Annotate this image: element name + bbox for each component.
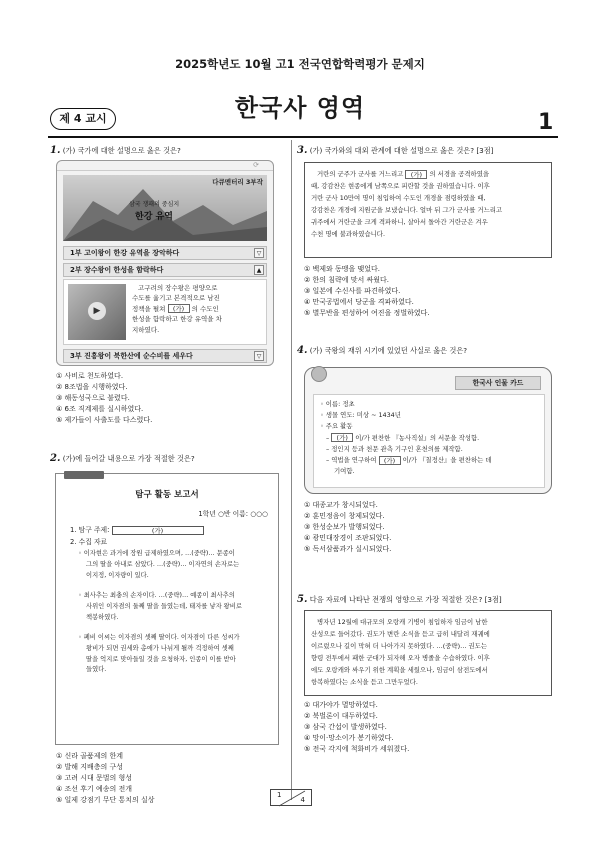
choice-1[interactable]: ① 대가야가 멸망하였다. bbox=[304, 701, 378, 709]
question-3-choices bbox=[304, 264, 559, 319]
question-4-text: (가) 국왕의 재위 시기에 있었던 사실로 옳은 것은? bbox=[309, 346, 468, 355]
refresh-icon: ⟳ bbox=[253, 161, 259, 169]
card-title: 한국사 인물 카드 bbox=[455, 376, 541, 390]
q3-line: 수천 명에 불과하였습니다. bbox=[311, 230, 386, 238]
collect-label: 2. 수집 자료 bbox=[70, 538, 108, 546]
q5-line: 에도 오랑캐와 싸우기 위한 계획을 세웠으나, 임금이 삼전도에서 bbox=[311, 666, 488, 674]
choice-1[interactable]: ① 신라 골품제의 한계 bbox=[56, 752, 124, 760]
q5-line: 항복하였다는 소식을 듣고 그만두었다. bbox=[311, 678, 418, 686]
question-3-number: 3. bbox=[297, 145, 308, 156]
choice-3[interactable]: ③ 한성순보가 발행되었다. bbox=[304, 523, 385, 531]
question-1-prompt bbox=[50, 145, 285, 157]
footer-page-box bbox=[270, 789, 312, 806]
card-line: 기여함. bbox=[334, 467, 355, 476]
choice-2[interactable]: ② 발해 지배층의 구성 bbox=[56, 763, 124, 771]
q5-source-box bbox=[304, 610, 552, 696]
question-1-text: (가) 국가에 대한 설명으로 옳은 것은? bbox=[62, 146, 181, 155]
subject-title: 한국사 영역 bbox=[234, 94, 366, 122]
episode-2-content bbox=[63, 279, 267, 345]
choice-3[interactable]: ③ 일본에 수신사를 파견하였다. bbox=[304, 287, 401, 295]
q5-line: 향령 전투에서 패한 군대가 되자해 오자 병졸을 수습하였다. 이후 bbox=[311, 654, 490, 662]
report-meta: 1학년 ○반 이름: ○○○ bbox=[198, 510, 268, 518]
card-line: ◦ 생몰 연도: 미상 ~ 1434년 bbox=[320, 411, 401, 420]
person-card bbox=[304, 367, 552, 494]
q3-source-box bbox=[304, 162, 552, 258]
choice-5[interactable]: ⑤ 별무반을 편성하여 여진을 정벌하였다. bbox=[304, 309, 430, 317]
q3-line: 거란 군사 10만여 명이 침입하여 수도인 개경을 점령하였을 때, bbox=[311, 194, 486, 202]
blank-box: (가) bbox=[168, 304, 190, 313]
blank-box: (가) bbox=[405, 170, 427, 179]
choice-1[interactable]: ① 사비로 천도하였다. bbox=[56, 372, 124, 380]
report-frame bbox=[55, 473, 279, 745]
question-4-choices bbox=[304, 500, 559, 555]
choice-3[interactable]: ③ 삼국 간섭이 발생하였다. bbox=[304, 723, 387, 731]
documentary-title: 한강 유역 bbox=[135, 212, 173, 222]
q3-line: 귀주에서 거란군을 크게 격파하니, 살아서 돌아간 거란군은 겨우 bbox=[311, 218, 488, 226]
question-4-prompt bbox=[297, 345, 559, 357]
card-pin bbox=[311, 366, 327, 382]
choice-1[interactable]: ① 백제와 동맹을 맺었다. bbox=[304, 265, 381, 273]
evidence-3: ◦ 폐비 이씨는 이자겸의 셋째 딸이다. 이자겸이 다른 성씨가 왕비가 되면 권세와 총애가 나뉘게 될까 걱정하여 셋째 딸을 억지로 맞아들일 것을 요청하자, 인종이 이를 받아 들였다. bbox=[78, 634, 240, 674]
question-5-text: 다음 자료에 나타난 전쟁의 영향으로 가장 적절한 것은? [3점] bbox=[309, 595, 502, 604]
choice-5[interactable]: ⑤ 일제 강점기 무단 통치의 실상 bbox=[56, 796, 155, 804]
question-1-choices bbox=[56, 371, 286, 426]
q5-line: 병자년 12월에 대규모의 오랑캐 기병이 침입하자 임금이 남한 bbox=[317, 618, 488, 626]
question-3-text: (가) 국가와의 대외 관계에 대한 설명으로 옳은 것은? [3점] bbox=[309, 146, 494, 155]
documentary-tag: 다큐멘터리 3부작 bbox=[212, 178, 263, 186]
question-5-prompt bbox=[297, 594, 559, 606]
choice-5[interactable]: ⑤ 전국 각지에 척화비가 세워졌다. bbox=[304, 745, 410, 753]
episode-3-bar[interactable] bbox=[63, 349, 267, 363]
q3-line: 때, 강감찬은 현종에게 남쪽으로 피란할 것을 권하였습니다. 이후 bbox=[311, 182, 490, 190]
column-divider bbox=[291, 140, 292, 800]
q3-line: 강감찬은 개경에 지원군을 보냈습니다. 얼마 뒤 그가 군사를 거느리고 bbox=[311, 206, 503, 214]
q1-body-line: 고구려의 장수왕은 평양으로 bbox=[138, 284, 218, 292]
q1-body-line: 지하였다. bbox=[132, 325, 160, 334]
documentary-subtitle: 삼국 쟁패의 중심지 bbox=[129, 201, 180, 208]
choice-4[interactable]: ④ 6조 직계제를 실시하였다. bbox=[56, 405, 144, 413]
question-5-number: 5. bbox=[297, 594, 308, 605]
choice-1[interactable]: ① 대종교가 창시되었다. bbox=[304, 501, 378, 509]
episode-2-label: 2부 장수왕이 한성을 함락하다 bbox=[70, 266, 164, 274]
footer-page-total: 4 bbox=[300, 796, 305, 804]
topic-row: 1. 탐구 주제: (가) bbox=[70, 525, 204, 536]
report-tab bbox=[64, 471, 104, 479]
choice-4[interactable]: ④ 광민대장경이 조판되었다. bbox=[304, 534, 392, 542]
episode-1-bar[interactable] bbox=[63, 246, 267, 260]
q5-line: 이르렀으나 길이 막혀 더 나아가지 못하였다. …(중략)… 권도는 bbox=[311, 642, 488, 650]
question-2-choices bbox=[56, 751, 286, 806]
choice-3[interactable]: ③ 고려 시대 문벌의 형성 bbox=[56, 774, 133, 782]
header-rule bbox=[48, 136, 558, 138]
episode-3-label: 3부 진흥왕이 북한산에 순수비를 세우다 bbox=[70, 352, 193, 360]
documentary-panel bbox=[56, 160, 274, 366]
evidence-1: ◦ 이자현은 과거에 장원 급제하였으며, …(중략)… 문종이 그의 딸을 아내로 삼았다. …(중략)… 이자연의 손자로는 이지정, 이자량이 있다. bbox=[78, 550, 240, 579]
q1-body-line: 한성을 함락하고 한강 유역을 차 bbox=[132, 315, 222, 324]
question-1-number: 1. bbox=[50, 145, 61, 156]
blank-box: (가) bbox=[379, 456, 401, 465]
question-4-number: 4. bbox=[297, 345, 308, 356]
choice-4[interactable]: ④ 조선 후기 예송의 전개 bbox=[56, 785, 133, 793]
chevron-down-icon[interactable]: ▽ bbox=[254, 351, 264, 361]
chevron-up-icon[interactable]: ▲ bbox=[254, 265, 264, 275]
episode-2-bar[interactable] bbox=[63, 263, 267, 277]
question-2-number: 2. bbox=[50, 453, 61, 464]
choice-5[interactable]: ⑤ 제가들이 사출도를 다스렸다. bbox=[56, 416, 153, 424]
choice-4[interactable]: ④ 만국공법에서 당군을 격파하였다. bbox=[304, 298, 414, 306]
panel-top-bar bbox=[57, 161, 273, 171]
footer-page-current: 1 bbox=[277, 791, 282, 799]
question-3-prompt bbox=[297, 145, 559, 157]
chevron-down-icon[interactable]: ▽ bbox=[254, 248, 264, 258]
choice-2[interactable]: ② 훈민정음이 창제되었다. bbox=[304, 512, 385, 520]
choice-2[interactable]: ② 8조법을 시행하였다. bbox=[56, 383, 128, 391]
question-2-prompt bbox=[50, 453, 285, 465]
evidence-2: ◦ 최사추는 최충의 손자이다. …(중략)… 예종이 최사추의 사위인 이자겸의 둘째 딸을 들였는데, 태자를 낳자 왕비로 책봉하였다. bbox=[78, 592, 242, 621]
blank-box: (가) bbox=[331, 433, 353, 442]
q1-body-line: 정책을 펼쳐 (가) 의 수도인 bbox=[132, 304, 219, 314]
q3-line: 거란의 군주가 군사를 거느리고 (가) 의 서경을 공격하였을 bbox=[317, 170, 490, 179]
choice-3[interactable]: ③ 해동성국으로 불렸다. bbox=[56, 394, 130, 402]
exam-title: 2025학년도 10월 고1 전국연합학력평가 문제지 bbox=[175, 57, 425, 71]
report-title: 탐구 활동 보고서 bbox=[135, 490, 199, 500]
page-number: 1 bbox=[538, 110, 554, 135]
q1-body-line: 수도를 옮기고 본격적으로 남진 bbox=[132, 294, 220, 303]
choice-5[interactable]: ⑤ 독서삼품과가 실시되었다. bbox=[304, 545, 392, 553]
card-line: ◦ 이름: 정초 bbox=[320, 400, 355, 408]
q5-line: 산성으로 들어갔다. 권도가 변란 소식을 듣고 급히 내달려 재궤에 bbox=[311, 630, 490, 638]
card-line: – 역법을 연구하여 (가) 이/가 『칠정산』을 편찬하는 데 bbox=[326, 456, 492, 465]
card-line: – (가) 이/가 편찬한 『농사직설』의 서문을 작성함. bbox=[326, 433, 480, 443]
question-5-choices bbox=[304, 700, 559, 755]
topic-box: (가) bbox=[112, 526, 204, 535]
choice-2[interactable]: ② 한의 침략에 맞서 싸웠다. bbox=[304, 276, 390, 284]
portrait-image bbox=[68, 284, 126, 340]
choice-4[interactable]: ④ 망이·망소이가 봉기하였다. bbox=[304, 734, 394, 742]
period-label: 제 4 교시 bbox=[50, 108, 116, 130]
question-2-text: (가)에 들어갈 내용으로 가장 적절한 것은? bbox=[62, 454, 195, 463]
card-line: – 정인지 등과 천문 관측 기구인 혼천의를 제작함. bbox=[326, 444, 463, 453]
play-icon[interactable]: ▶ bbox=[88, 302, 106, 320]
choice-2[interactable]: ② 북벌론이 대두하였다. bbox=[304, 712, 378, 720]
card-line: ◦ 주요 활동 bbox=[320, 422, 353, 431]
episode-1-label: 1부 고이왕이 한강 유역을 장악하다 bbox=[70, 249, 180, 257]
documentary-banner bbox=[63, 175, 267, 241]
